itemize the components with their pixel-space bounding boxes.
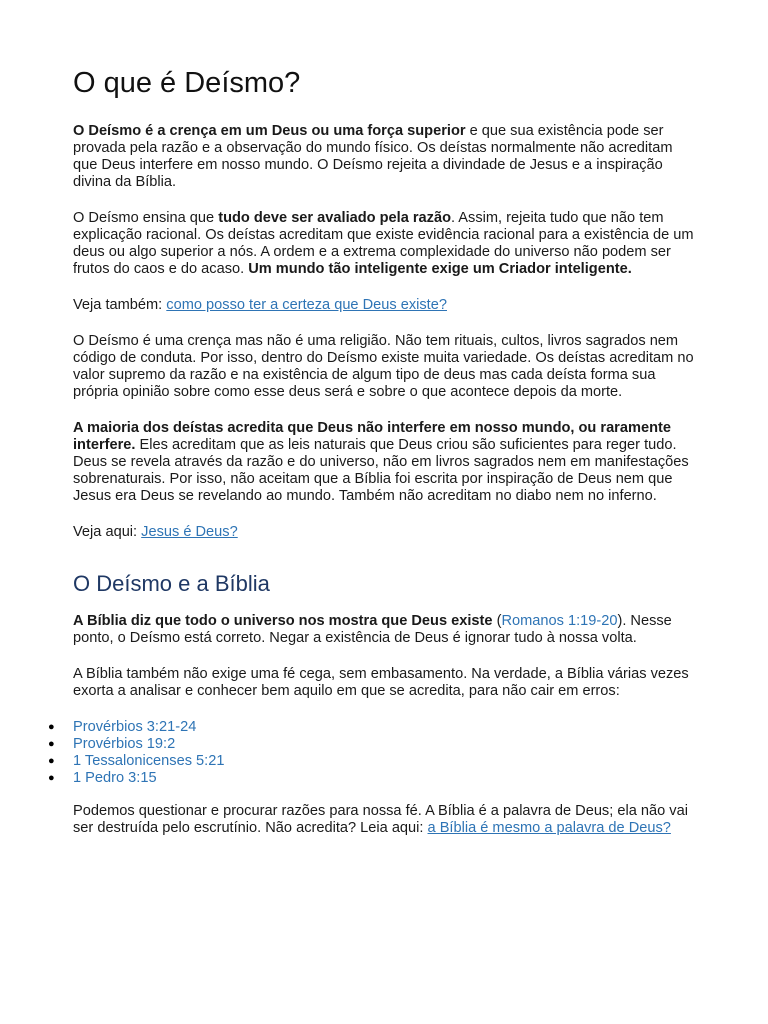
paragraph-questioning — [73, 803, 698, 837]
paragraph-not-religion: O Deísmo é uma crença mas não é uma religião. Não tem rituais, cultos, livros sagrados nem código de conduta. Por isso, dentro do Deísmo existe muita variedade. Os deístas acreditam no valor supremo da razão e na existência de algum tipo de deus mas cada deísta forma sua própria opinião sobre como esse deus será e sobre o que acontece depois da morte. — [73, 332, 694, 400]
article-body — [48, 66, 698, 856]
bold-text: tudo deve ser avaliado pela razão — [218, 209, 451, 226]
bold-text: Um mundo tão inteligente exige um Criador inteligente. — [248, 260, 632, 277]
see-also-link-god-exists[interactable]: como posso ter a certeza que Deus existe? — [166, 296, 447, 313]
verse-link[interactable]: 1 Pedro 3:15 — [73, 770, 157, 787]
text: Podemos questionar e procurar razões para nossa fé. A Bíblia é a palavra de Deus; ela não vai ser destruída pelo escrutínio. Não acredita? Leia aqui: — [73, 803, 688, 837]
text: . Assim, rejeita tudo que não tem explicação racional. Os deístas acreditam que existe evidência racional para a existência de um deus ou algo superior a nós. A ordem e a extrema complexidade do universo não podem ser frutos do caos e do acaso. — [73, 209, 694, 277]
page-title: O que é Deísmo? — [73, 67, 301, 99]
see-here-link-jesus-god[interactable]: Jesus é Deus? — [141, 523, 238, 540]
bullet-icon: ● — [48, 721, 55, 734]
verse-link[interactable]: 1 Tessalonicenses 5:21 — [73, 753, 225, 770]
bold-text: A Bíblia diz que todo o universo nos mostra que Deus existe — [73, 613, 493, 630]
paragraph-bible-universe — [73, 613, 698, 647]
text: ( — [492, 613, 502, 630]
bold-text: O Deísmo é a crença em um Deus ou uma força superior — [73, 122, 466, 139]
bible-word-of-god-link[interactable]: a Bíblia é mesmo a palavra de Deus? — [427, 820, 671, 837]
verse-link[interactable]: Provérbios 3:21-24 — [73, 719, 197, 736]
section-heading: O Deísmo e a Bíblia — [73, 570, 270, 596]
text: e que sua existência pode ser provada pela razão e a observação do mundo físico. Os deístas normalmente não acreditam que Deus interfere em nosso mundo. O Deísmo rejeita a divindade de Jesus e a inspiração divina da Bíblia. — [73, 122, 673, 190]
list-item — [48, 753, 698, 770]
list-item — [48, 770, 698, 787]
see-also-line — [73, 297, 698, 314]
list-item — [48, 719, 698, 736]
bullet-icon: ● — [48, 772, 55, 785]
see-here-line — [73, 524, 698, 541]
paragraph-reason — [73, 210, 698, 278]
text: ). Nesse ponto, o Deísmo está correto. Negar a existência de Deus é ignorar tudo à nossa volta. — [73, 613, 672, 647]
bullet-icon: ● — [48, 738, 55, 751]
see-also-prefix: Veja também: — [73, 296, 167, 313]
verse-link[interactable]: Provérbios 19:2 — [73, 736, 176, 753]
text: O Deísmo ensina que — [73, 209, 219, 226]
text: Eles acreditam que as leis naturais que Deus criou são suficientes para reger tudo. Deus se revela através da razão e do universo, não em livros sagrados nem em manifestações sobrenaturais. Por isso, não aceitam que a Bíblia foi escrita por inspiração de Deus nem que Jesus era Deus se revelando ao mundo. Também não acreditam no diabo nem no inferno. — [73, 436, 689, 504]
paragraph-blind-faith: A Bíblia também não exige uma fé cega, sem embasamento. Na verdade, a Bíblia várias vezes exorta a analisar e conhecer bem aquilo em que se acredita, para não cair em erros: — [73, 666, 689, 700]
see-here-prefix: Veja aqui: — [73, 523, 142, 540]
verse-reference-list — [48, 719, 698, 787]
paragraph-interference — [73, 420, 698, 505]
bold-text: A maioria dos deístas acredita que Deus não interfere em nosso mundo, ou raramente interfere. — [73, 419, 671, 453]
paragraph-definition — [73, 123, 698, 191]
list-item — [48, 736, 698, 753]
bullet-icon: ● — [48, 755, 55, 768]
romans-ref-link[interactable]: Romanos 1:19-20 — [501, 613, 618, 630]
